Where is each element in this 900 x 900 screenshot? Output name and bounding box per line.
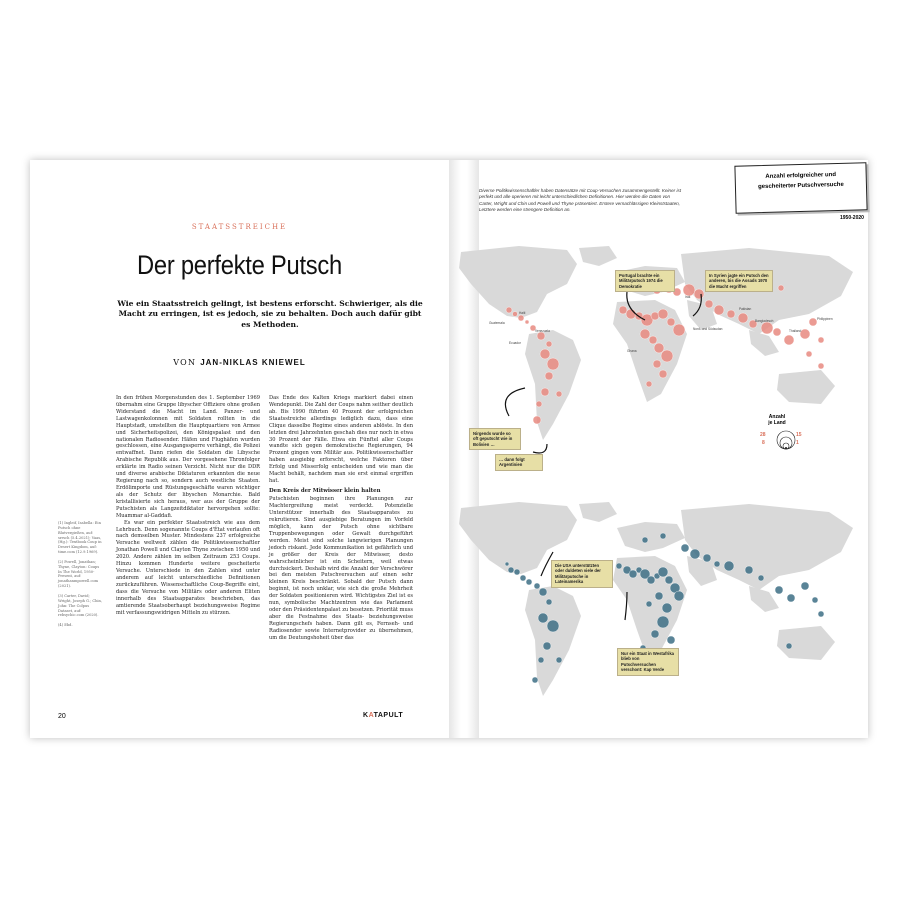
country-marker (647, 576, 655, 584)
country-marker (514, 569, 520, 575)
country-marker (758, 575, 764, 581)
country-marker (543, 642, 551, 650)
country-marker (513, 312, 518, 317)
country-marker (651, 630, 659, 638)
country-marker (532, 677, 538, 683)
article-title: Der perfekte Putsch (137, 250, 342, 280)
magazine-logo (363, 712, 403, 719)
paragraph: Das Ende des Kalten Kriegs markiert dabei einen Wendepunkt. Die Zahl der Coups nahm seither deutlich ab. Bis 1990 führten 40 Prozent der erfolgreichen Staatsstreiche allerdings lediglich dazu, dass eine Clique dasselbe Regime eines anderen ablöste. In den letzten drei Jahrzehnten geschah dies nur noch in etwa 30 Prozent der Fälle. Etwa ein Fünftel aller Coups wandte sich gegen demokratische Regierungen, 94 Prozent gingen vom Militär aus. Politikwissenschaftler haben ausgiebig erforscht, welche Faktoren über Erfolg und Misserfolg entscheiden und wie man die Macht behält, nachdem man sie erst einmal ergriffen hat. (269, 395, 413, 485)
country-marker (773, 328, 781, 336)
footnote: (2) Powell, Jonathan; Thyne, Clayton: Coups In The World, 1950-Present, auf: jonathanmpowell.com (2021). (58, 559, 100, 589)
country-marker (727, 310, 735, 318)
size-legend-circles (754, 426, 800, 450)
country-marker (547, 358, 559, 370)
size-value: 28 (760, 432, 766, 438)
country-marker (665, 576, 673, 584)
country-marker (775, 586, 783, 594)
label-thailand: Thailand (789, 329, 802, 333)
map-intro: Diverse Politikwissenschaftler haben Datensätze mit Coup-Versuchen zusammengestellt. Keiner ist perfekt und alle operieren mit leicht unterschiedlichen Definitionen. Hier werden die Daten von Carter, Wright und Chin und Powell und Thyne präsentiert. Erstere vernachlässigen Kleinststaaten, Letztere werden eine strengere Definition an. (479, 188, 682, 213)
country-marker (745, 566, 753, 574)
country-marker (533, 416, 541, 424)
country-marker (616, 563, 622, 569)
country-marker (640, 329, 650, 339)
country-marker (667, 318, 675, 326)
country-marker (655, 592, 663, 600)
size-value: 15 (796, 432, 802, 438)
country-marker (556, 391, 562, 397)
country-marker (508, 567, 514, 573)
country-marker (547, 620, 559, 632)
country-marker (800, 329, 810, 339)
size-legend (754, 414, 800, 452)
footnotes (58, 521, 102, 633)
country-marker (537, 332, 545, 340)
label-philippines: Philippinen (817, 317, 833, 321)
country-marker (536, 401, 542, 407)
country-marker (653, 360, 661, 368)
country-marker (703, 554, 711, 562)
year-range: 1950-2020 (840, 215, 864, 221)
country-marker (538, 657, 544, 663)
paragraph: Putschisten beginnen ihre Planungen zur Machtergreifung meist verdeckt. Potenzielle Unterstützer innerhalb des Staatsapparates zu rekrutieren. Sind ausgiebige Beratungen im Vorfeld möglich, kann der Putsch ohne sichtbare Truppenbewegungen oder Gewalt durchgeführt werden. Meist sind solche langwierigen Planungen jedoch riskant. Jede Kommunikation ist gefährlich und je größer der Kreis der Mitwisser, desto wahrscheinlicher ist ein Scheitern, weil etwas durchsickert. Deshalb wird die Anzahl der Verschwörer bei den meisten Putschversuchen auf einen sehr kleinen Kreis beschränkt. Sobald der Putsch dann beginnt, ist noch unklar, wie sich die große Mehrheit der Soldaten positionieren wird. Wichtigstes Ziel ist es nun, symbolische Machtzentren wie das Parlament oder den Präsidentenpalast zu besetzen. Priorität muss aber die Festnahme des Staats- beziehungsweise Regierungschefs haben. Dann gilt es, Fernseh- und Radiosender sowie Internetprovider zu übernehmen, um die Deutungshoheit über das (269, 496, 413, 641)
country-marker (646, 601, 652, 607)
country-marker (651, 312, 659, 320)
country-marker (761, 322, 773, 334)
country-marker (534, 583, 540, 589)
country-marker (525, 320, 529, 324)
paragraph: Es war ein perfekter Staatsstreich wie aus dem Lehrbuch. Denn sogenannte Coups d'État verlaufen oft nach demselben Muster. Mindestens 237 erfolgreiche Versuche weltweit zählen die Politikwissenschaftler Jonathan Powell und Clayton Thyne zwischen 1950 und 2020. Andere zählen im selben Zeitraum 253 Coups. Hinzu kommen Hunderte weitere gescheiterte Versuche. Unterschiede in den Zahlen sind unter anderem auf leicht unterschiedliche Definitionen zurückzuführen. Wissenschaftliche Coup-Begriffe eint, dass die Versuche von Militärs oder anderen Eliten innerhalb des Staatsapparates beschrieben, das amtierende Staatsoberhaupt beziehungsweise Regime mit verfassungswidrigen Mitteln zu stürzen. (116, 519, 260, 616)
country-marker (626, 309, 636, 319)
kicker: STAATSSTREICHE (191, 223, 288, 231)
country-marker (546, 341, 552, 347)
country-marker (657, 616, 669, 628)
right-page (449, 160, 868, 738)
country-marker (778, 285, 784, 291)
country-marker (662, 603, 672, 613)
legend-title-line-1: Anzahl erfolgreicher und (765, 172, 837, 180)
country-marker (649, 336, 657, 344)
size-value: 8 (762, 440, 765, 446)
country-marker (787, 594, 795, 602)
page-number: 20 (58, 713, 66, 720)
country-marker (818, 337, 824, 343)
label-iraq: Irak (685, 295, 691, 299)
country-marker (659, 370, 667, 378)
label-guatemala: Guatemala (489, 321, 505, 325)
map-legend-box (734, 162, 867, 213)
label-ghana: Ghana (627, 349, 637, 353)
callout-syria: In Syrien jagte ein Putsch den anderen, bis die Assads 1970 die Macht ergriffen (705, 270, 773, 292)
logo-accent: A (368, 712, 374, 719)
country-marker (654, 343, 664, 353)
country-marker (658, 567, 668, 577)
country-marker (674, 591, 684, 601)
country-marker (646, 381, 652, 387)
country-marker (812, 597, 818, 603)
size-legend-title: Anzahl (768, 414, 786, 420)
label-pakistan: Pakistan (739, 307, 752, 311)
label-ecuador: Ecuador (509, 341, 521, 345)
footnote: (1) Ingleif, Isabella: Ein Putsch ohne Blutvergießen, auf: srrsch (5.4.2021); Vaas, (Hg.): Textbook Coup in Desert Kingdom, auf: time.com (12.9.1969). (58, 521, 102, 555)
size-legend-subtitle: je Land (768, 420, 786, 426)
country-marker (661, 350, 673, 362)
footnote: (4) Ebd. (58, 623, 73, 628)
country-marker (673, 324, 685, 336)
country-marker (801, 582, 809, 590)
label-venezuela: Venezuela (535, 329, 550, 333)
callout-usa: Die USA unterstützten oder duldeten viele der Militärputsche in Lateinamerika (551, 560, 613, 588)
country-marker (520, 575, 526, 581)
magazine-spread (30, 160, 868, 738)
callout-argentina: … dann folgt Argentinien (495, 454, 543, 471)
country-marker (506, 307, 512, 313)
footnote: (3) Carter, David; Wright, Joseph G.; Chin, John: The Colpus Dataset, auf: rebsychic.com (2020). (58, 593, 102, 618)
article-lead: Wie ein Staatsstreich gelingt, ist bestens erforscht. Schwieriger, als die Macht zu erringen, ist es jedoch, sie zu behalten. Doch auch dafür gibt es Methoden. (117, 299, 423, 329)
country-marker (518, 315, 524, 321)
country-marker (806, 351, 812, 357)
country-marker (714, 561, 720, 567)
legend-title-line-2: gescheiterter Putschversuche (758, 181, 844, 190)
map-successful-coups (449, 500, 868, 726)
country-marker (818, 611, 824, 617)
country-marker (809, 318, 817, 326)
size-value: 1 (796, 440, 799, 446)
country-marker (629, 570, 637, 578)
country-marker (539, 588, 547, 596)
byline-prefix: VON (173, 358, 197, 367)
country-marker (786, 643, 792, 649)
left-page (30, 160, 449, 738)
callout-portugal: Portugal brachte ein Militärputsch 1974 die Demokratie (615, 270, 675, 292)
country-marker (556, 657, 562, 663)
text-column-2 (269, 395, 413, 642)
text-column-1 (116, 395, 260, 617)
label-haiti: Haiti (519, 311, 526, 315)
country-marker (714, 305, 724, 315)
country-marker (690, 549, 700, 559)
country-marker (818, 363, 824, 369)
logo-k: K (363, 712, 369, 719)
callout-bolivia: Nirgends wurde so oft geputscht wie in Bolivien … (469, 428, 521, 450)
country-marker (705, 300, 713, 308)
logo-rest: TAPULT (373, 712, 404, 719)
country-marker (619, 306, 627, 314)
label-sudan: Nord- und Südsudan (693, 327, 723, 331)
country-marker (658, 309, 668, 319)
section-heading: Den Kreis der Mitwisser klein halten (269, 487, 381, 494)
country-marker (526, 579, 532, 585)
country-marker (738, 313, 748, 323)
country-marker (546, 599, 552, 605)
byline (30, 358, 449, 367)
country-marker (660, 533, 666, 539)
country-marker (724, 561, 734, 571)
author-name: JAN-NIKLAS KNIEWEL (200, 358, 306, 367)
callout-westafrica: Nur ein Staat in Westafrika blieb von Putschversuchen verschont: Kap Verde (617, 648, 679, 676)
country-marker (667, 636, 675, 644)
country-marker (505, 562, 509, 566)
country-marker (541, 388, 549, 396)
country-marker (642, 537, 648, 543)
country-marker (538, 613, 548, 623)
label-bangladesh: Bangladesch (755, 319, 774, 323)
country-marker (784, 335, 794, 345)
paragraph: In den frühen Morgenstunden des 1. September 1969 übernahm eine Gruppe libyscher Offiziere ohne großen Widerstand die Macht im Land. Panzer- und Lastwagenkolonnen mit Soldaten rollten in die Hauptstadt, umstellten die Hauptquartiere von Armee und Sicherheitspolizei, den Königspalast und den nationalen Radiosender. Häfen und Flughäfen wurden geschlossen, eine Ausgangssperre verhängt, die Polizei entwaffnet. Dann riefen die Soldaten die Libysche Arabische Republik aus. Der vorgesehene Thronfolger erklärte im Radio seinen Verzicht. Nicht nur die DDR und diverse arabische Diktaturen erkannten die neue Regierung nach so, sondern auch westliche Staaten. Erdölimporte und Rüstungsgeschäfte waren wichtiger als der Schutz der libyschen Monarchie. Bald kristallisierte sich heraus, wer aus der Gruppe der Putschisten als Langzeitdiktator hervorgehen sollte: Muammar al-Gaddafi. (116, 395, 260, 519)
country-marker (545, 372, 553, 380)
country-marker (681, 544, 689, 552)
country-marker (540, 349, 550, 359)
country-marker (694, 289, 704, 299)
